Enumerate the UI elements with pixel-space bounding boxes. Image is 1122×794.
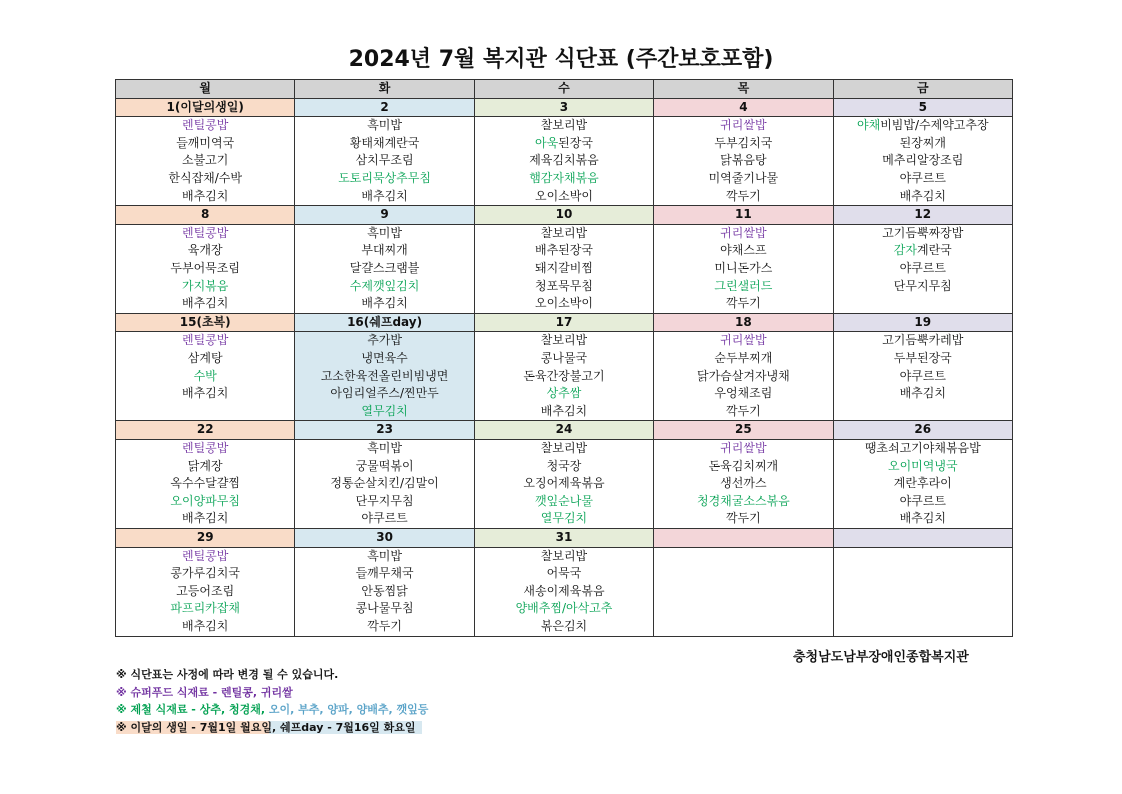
menu-item: 그린샐러드 — [714, 278, 773, 293]
day-number — [833, 528, 1012, 547]
menu-row — [116, 547, 1013, 636]
menu-item: 야채스프 — [720, 243, 767, 258]
menu-item: 삼계탕 — [187, 350, 223, 365]
menu-cell — [833, 332, 1012, 421]
day-number — [654, 528, 833, 547]
menu-cell — [833, 439, 1012, 528]
menu-row — [116, 117, 1013, 206]
menu-item: 메추리알장조림 — [882, 153, 964, 168]
menu-item: 콩가루김치국 — [170, 566, 240, 581]
menu-item: 흑미밥 — [367, 548, 402, 563]
menu-item: 찰보리밥 — [540, 118, 588, 133]
menu-item: 배추김치 — [182, 511, 229, 526]
menu-item: 계란후라이 — [893, 476, 952, 491]
menu-item-rest: 비빔밥/수제약고추장 — [880, 118, 989, 133]
menu-item: 배추김치 — [899, 511, 946, 526]
day-number: 25 — [654, 421, 833, 440]
menu-item: 두부김치국 — [714, 135, 773, 150]
menu-cell — [833, 117, 1012, 206]
menu-item: 야쿠르트 — [361, 511, 408, 526]
menu-item: 단무지무침 — [355, 493, 414, 508]
menu-item: 파프리카잡채 — [170, 601, 240, 616]
day-number: 9 — [295, 206, 474, 225]
menu-item-highlight: 야채 — [857, 118, 881, 133]
menu-item: 황태채계란국 — [349, 135, 420, 150]
menu-item: 옥수수달걀찜 — [170, 476, 240, 491]
weekday-header: 목 — [654, 80, 833, 99]
menu-item: 닭계장 — [187, 458, 223, 473]
menu-item: 귀리쌀밥 — [720, 225, 767, 240]
menu-item: 배추김치 — [182, 386, 229, 401]
menu-cell — [295, 117, 474, 206]
menu-item: 햄감자채볶음 — [529, 170, 599, 185]
weekday-header: 금 — [833, 80, 1012, 99]
menu-item: 오이소박이 — [534, 296, 593, 311]
menu-item: 콩나물국 — [540, 350, 588, 365]
menu-item: 가지볶음 — [182, 278, 229, 293]
menu-item-highlight: 감자 — [893, 243, 917, 258]
menu-item: 수박 — [193, 368, 217, 383]
day-number: 19 — [833, 313, 1012, 332]
menu-item: 두부어묵조림 — [170, 260, 240, 275]
menu-item: 상추쌈 — [546, 386, 582, 401]
menu-cell — [116, 224, 295, 313]
menu-row — [116, 224, 1013, 313]
menu-item: 미니돈가스 — [714, 260, 773, 275]
menu-item: 열무김치 — [540, 511, 588, 526]
day-number: 8 — [116, 206, 295, 225]
menu-item: 오이미역냉국 — [888, 458, 958, 473]
menu-cell — [295, 332, 474, 421]
menu-item: 도토리묵상추무침 — [338, 170, 431, 185]
menu-item: 양배추찜/아삭고추 — [515, 601, 613, 616]
menu-item: 생선까스 — [720, 476, 767, 491]
menu-cell — [654, 439, 833, 528]
menu-item: 귀리쌀밥 — [720, 440, 767, 455]
menu-item — [475, 135, 653, 153]
menu-item-highlight: 아욱 — [534, 135, 559, 150]
menu-item: 육개장 — [187, 243, 223, 258]
weekday-header: 월 — [116, 80, 295, 99]
day-number: 10 — [474, 206, 653, 225]
menu-item: 청포묵무침 — [534, 278, 593, 293]
menu-item: 배추된장국 — [534, 243, 593, 258]
menu-cell — [474, 332, 653, 421]
menu-item: 순두부찌개 — [714, 350, 773, 365]
day-number: 12 — [833, 206, 1012, 225]
menu-item: 고기듬뿍카레밥 — [882, 333, 964, 348]
menu-item: 어묵국 — [546, 566, 582, 581]
menu-cell — [295, 224, 474, 313]
day-number: 18 — [654, 313, 833, 332]
menu-item: 깍두기 — [725, 403, 761, 418]
menu-item: 청국장 — [546, 458, 582, 473]
weekday-header-row — [116, 80, 1013, 99]
note-line: ※ 식단표는 사정에 따라 변경 될 수 있습니다. — [116, 668, 339, 681]
menu-item: 열무김치 — [361, 403, 408, 418]
menu-item: 콩나물무침 — [355, 601, 414, 616]
day-number: 15(초복) — [116, 313, 295, 332]
day-number: 17 — [474, 313, 653, 332]
day-number: 16(쉐프day) — [295, 313, 474, 332]
note-seasonal-label: ※ 제철 식재료 - 상추, 청경채, — [116, 703, 269, 716]
menu-cell — [474, 547, 653, 636]
menu-cell — [833, 224, 1012, 313]
menu-item: 청경채굴소스볶음 — [696, 493, 790, 508]
menu-item: 미역줄기나물 — [708, 170, 779, 185]
menu-item: 렌틸콩밥 — [182, 333, 229, 348]
menu-item: 렌틸콩밥 — [182, 118, 229, 133]
menu-item — [834, 117, 1012, 135]
organization-name: 충청남도남부장애인종합복지관 — [793, 650, 969, 665]
menu-item: 배추김치 — [361, 188, 408, 203]
day-number: 29 — [116, 528, 295, 547]
menu-item: 배추김치 — [182, 618, 229, 633]
menu-cell — [116, 547, 295, 636]
note-line — [116, 719, 428, 737]
day-number: 23 — [295, 421, 474, 440]
notes — [116, 666, 428, 736]
day-number: 31 — [474, 528, 653, 547]
menu-item: 흑미밥 — [367, 225, 402, 240]
menu-item: 제육김치볶음 — [529, 153, 599, 168]
menu-item: 배추김치 — [361, 296, 408, 311]
menu-item: 귀리쌀밥 — [720, 118, 767, 133]
menu-item: 배추김치 — [182, 188, 229, 203]
menu-item: 들깨무채국 — [355, 566, 414, 581]
meal-plan-table — [115, 79, 1013, 637]
day-number: 3 — [474, 98, 653, 117]
menu-item: 흑미밥 — [367, 118, 402, 133]
menu-item: 달걀스크램블 — [349, 260, 420, 275]
day-number: 11 — [654, 206, 833, 225]
menu-item: 단무지무침 — [893, 278, 952, 293]
menu-item: 우엉채조림 — [714, 386, 773, 401]
menu-item: 오이소박이 — [534, 188, 593, 203]
day-number: 1(이달의생일) — [116, 98, 295, 117]
menu-cell — [474, 439, 653, 528]
day-number: 4 — [654, 98, 833, 117]
menu-item: 찰보리밥 — [540, 440, 588, 455]
note-birthday-chef: ※ 이달의 생일 - 7월1일 월요일, 쉐프day - 7월16일 화요일 — [116, 721, 422, 734]
day-number-row — [116, 98, 1013, 117]
day-number: 5 — [833, 98, 1012, 117]
menu-cell — [654, 117, 833, 206]
menu-item: 들깨미역국 — [176, 135, 235, 150]
menu-item-rest: 계란국 — [916, 243, 952, 258]
menu-item: 야쿠르트 — [899, 368, 946, 383]
menu-cell — [654, 224, 833, 313]
menu-item: 배추김치 — [899, 188, 946, 203]
menu-item: 찰보리밥 — [540, 548, 588, 563]
menu-item: 수제깻잎김치 — [349, 278, 420, 293]
weekday-header: 수 — [474, 80, 653, 99]
menu-item: 냉면육수 — [361, 350, 408, 365]
day-number: 30 — [295, 528, 474, 547]
menu-item: 새송이제육볶음 — [523, 583, 605, 598]
menu-row — [116, 439, 1013, 528]
menu-item: 고기듬뿍짜장밥 — [882, 225, 964, 240]
menu-item: 소불고기 — [182, 153, 229, 168]
menu-cell — [295, 439, 474, 528]
menu-item: 닭볶음탕 — [720, 153, 767, 168]
menu-item: 부대찌개 — [361, 243, 408, 258]
menu-item: 닭가슴살겨자냉채 — [696, 368, 790, 383]
day-number-row — [116, 421, 1013, 440]
day-number-row — [116, 206, 1013, 225]
menu-cell — [295, 547, 474, 636]
menu-item: 땡초쇠고기야채볶음밥 — [864, 440, 981, 455]
menu-item: 된장찌개 — [899, 135, 946, 150]
menu-item: 안동찜닭 — [361, 583, 408, 598]
menu-item: 한식잡채/수박 — [168, 170, 242, 185]
menu-item: 깍두기 — [367, 618, 402, 633]
menu-item: 렌틸콩밥 — [182, 548, 229, 563]
menu-item: 궁물떡볶이 — [355, 458, 414, 473]
day-number: 24 — [474, 421, 653, 440]
menu-item: 고소한육전올린비빔냉면 — [320, 368, 449, 383]
menu-item: 정통순살치킨/김말이 — [330, 476, 439, 491]
menu-item: 귀리쌀밥 — [720, 333, 767, 348]
day-number-row — [116, 313, 1013, 332]
menu-item: 찰보리밥 — [540, 333, 588, 348]
note-seasonal-items: 오이, 부추, 양파, 양배추, 깻잎등 — [268, 703, 429, 716]
menu-item: 돼지갈비찜 — [534, 260, 593, 275]
menu-cell — [654, 547, 833, 636]
menu-item: 배추김치 — [899, 386, 946, 401]
note-line: ※ 슈퍼푸드 식재료 - 렌틸콩, 귀리쌀 — [116, 685, 293, 699]
menu-cell — [474, 117, 653, 206]
menu-cell — [833, 547, 1012, 636]
menu-row — [116, 332, 1013, 421]
menu-item: 찰보리밥 — [540, 225, 588, 240]
menu-item: 렌틸콩밥 — [182, 225, 229, 240]
menu-item: 깍두기 — [725, 296, 761, 311]
menu-item: 오징어제육볶음 — [523, 476, 605, 491]
menu-item: 볶은김치 — [540, 618, 588, 633]
note-line — [116, 701, 428, 719]
day-number-row — [116, 528, 1013, 547]
day-number: 22 — [116, 421, 295, 440]
day-number: 26 — [833, 421, 1012, 440]
menu-item: 추가밥 — [367, 333, 402, 348]
menu-item: 흑미밥 — [367, 440, 402, 455]
menu-item: 깍두기 — [725, 511, 761, 526]
menu-cell — [116, 439, 295, 528]
menu-item: 두부된장국 — [893, 350, 952, 365]
menu-item: 오이양파무침 — [170, 493, 240, 508]
menu-item: 야쿠르트 — [899, 260, 946, 275]
menu-item: 고등어조림 — [176, 583, 235, 598]
page-title: 2024년 7월 복지관 식단표 (주간보호포함) — [348, 47, 774, 72]
menu-item: 배추김치 — [540, 403, 588, 418]
menu-item: 삼치무조림 — [355, 153, 414, 168]
weekday-header: 화 — [295, 80, 474, 99]
menu-cell — [116, 117, 295, 206]
menu-item: 아임리얼주스/찐만두 — [330, 386, 439, 401]
menu-item: 깻잎순나물 — [534, 493, 593, 508]
menu-item: 야쿠르트 — [899, 493, 946, 508]
menu-item: 깍두기 — [725, 188, 761, 203]
menu-cell — [116, 332, 295, 421]
menu-item: 돈육간장불고기 — [523, 368, 605, 383]
menu-item: 돈육김치찌개 — [708, 458, 779, 473]
menu-item — [834, 242, 1012, 260]
menu-item: 야쿠르트 — [899, 170, 946, 185]
menu-cell — [474, 224, 653, 313]
menu-cell — [654, 332, 833, 421]
menu-item-rest: 된장국 — [558, 135, 593, 150]
day-number: 2 — [295, 98, 474, 117]
menu-item: 배추김치 — [182, 296, 229, 311]
menu-item: 렌틸콩밥 — [182, 440, 229, 455]
